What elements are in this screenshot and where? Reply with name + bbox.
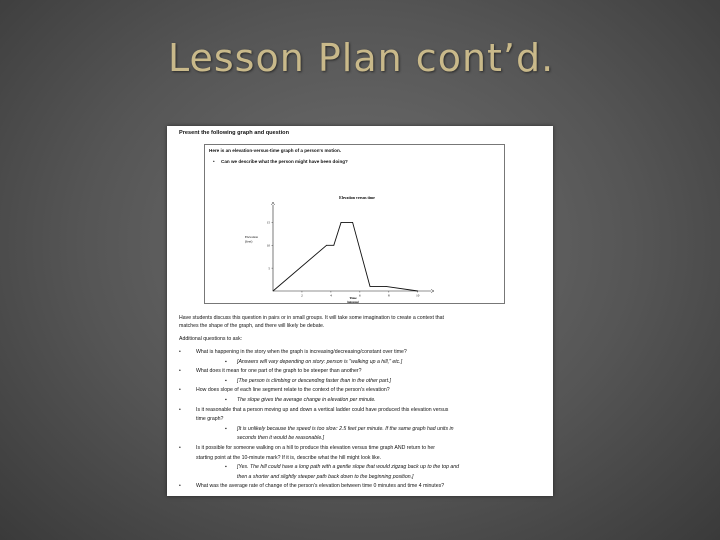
sub-bullet-icon: ▪ bbox=[225, 397, 227, 403]
line-text: What is happening in the story when the graph is increasing/decreasing/constant over time? bbox=[196, 349, 407, 355]
question-line bbox=[179, 444, 436, 452]
bullet-icon: • bbox=[179, 349, 181, 355]
sub-bullet-icon: ▪ bbox=[225, 464, 227, 471]
y-axis-label: (feet) bbox=[245, 239, 253, 244]
sub-bullet-icon: ▪ bbox=[225, 425, 227, 432]
discussion-line: matches the shape of the graph, and there will likely be debate. bbox=[179, 323, 325, 330]
document-heading: Present the following graph and question bbox=[179, 130, 290, 136]
x-tick-label: 4 bbox=[330, 293, 332, 298]
line-text: What does it mean for one part of the graph to be steeper than another? bbox=[196, 368, 362, 375]
x-axis-label: (minutes) bbox=[346, 300, 360, 303]
data-point bbox=[386, 286, 387, 287]
document-page bbox=[167, 126, 553, 496]
bullet-icon: • bbox=[179, 483, 181, 490]
line-text: What was the average rate of change of the person's elevation between time 0 minutes and time 4 minutes? bbox=[196, 483, 445, 490]
answer-line bbox=[225, 463, 460, 471]
question-line bbox=[179, 406, 449, 414]
question-line bbox=[196, 454, 381, 462]
data-point bbox=[370, 286, 371, 287]
line-text: [The person is climbing or descending faster than in the other part.] bbox=[237, 377, 391, 384]
sub-bullet-icon: ▪ bbox=[225, 377, 227, 384]
y-tick-label: 15 bbox=[266, 220, 270, 225]
bullet-icon: • bbox=[179, 387, 181, 394]
bullet-icon: • bbox=[179, 445, 181, 451]
graph-question-text: Can we describe what the person might have been doing? bbox=[221, 159, 348, 164]
line-text: The slope gives the average change in elevation per minute. bbox=[237, 397, 376, 403]
line-text: Is it reasonable that a person moving up and down a vertical ladder could have produced this elevation versus bbox=[196, 406, 449, 413]
chart-title: Elevation versus time bbox=[339, 196, 375, 200]
x-axis-label: Time bbox=[349, 296, 357, 300]
data-point bbox=[326, 245, 327, 246]
question-line bbox=[179, 386, 390, 394]
x-tick-label: 10 bbox=[416, 293, 420, 298]
y-axis-arrow-icon bbox=[272, 202, 275, 205]
question-line bbox=[179, 348, 407, 356]
series-line bbox=[273, 222, 418, 291]
answer-line bbox=[237, 434, 324, 442]
data-point bbox=[341, 222, 342, 223]
sub-bullet-icon: ▪ bbox=[225, 358, 227, 365]
slide-title: Lesson Plan cont’d. bbox=[168, 36, 555, 80]
question-line bbox=[196, 415, 223, 423]
discussion-line: Have students discuss this question in pairs or in small groups. It will take some imagination to create a context that bbox=[179, 315, 444, 321]
graph-box bbox=[204, 144, 505, 304]
y-tick-label: 10 bbox=[266, 243, 270, 248]
x-axis-arrow-icon bbox=[431, 290, 434, 293]
question-line bbox=[179, 482, 445, 490]
data-point bbox=[352, 222, 353, 223]
answer-line bbox=[237, 473, 414, 481]
bullet-icon: • bbox=[179, 406, 181, 413]
line-text: seconds then it would be reasonable.] bbox=[237, 435, 325, 442]
y-tick-label: 5 bbox=[268, 266, 270, 271]
answer-line bbox=[225, 425, 454, 433]
question-line bbox=[179, 367, 362, 375]
data-point bbox=[333, 245, 334, 246]
x-tick-label: 6 bbox=[359, 293, 361, 298]
line-text: Is it possible for someone walking on a hill to produce this elevation versus time graph AND return to her bbox=[196, 445, 436, 451]
line-text: [Answers will vary depending on story: person is "walking up a hill," etc.] bbox=[237, 358, 403, 365]
line-text: [It is unlikely because the speed is too slow: 2.5 feet per minute. If the same graph had units in bbox=[237, 425, 454, 432]
x-tick-label: 2 bbox=[301, 293, 303, 298]
graph-question bbox=[213, 159, 348, 164]
additional-questions-heading: Additional questions to ask: bbox=[179, 336, 243, 342]
line-text: time graph? bbox=[196, 416, 224, 423]
line-text: starting point at the 10-minute mark? If it is, describe what the hill might look like. bbox=[196, 454, 382, 461]
data-point bbox=[417, 291, 418, 292]
line-text: How does slope of each line segment relate to the context of the person's elevation? bbox=[196, 387, 390, 394]
elevation-chart bbox=[235, 175, 435, 303]
line-text: [Yes. The hill could have a long path with a gentle slope that would zigzag back up to the top and bbox=[237, 464, 460, 471]
line-text: then a shorter and slightly steeper path back down to the beginning position.] bbox=[237, 473, 414, 480]
answer-line bbox=[225, 377, 391, 385]
bullet-icon: • bbox=[179, 368, 181, 375]
data-point bbox=[273, 291, 274, 292]
answer-line bbox=[225, 396, 376, 404]
graph-intro: Here is an elevation-versus-time graph of a person's motion. bbox=[209, 148, 342, 153]
discussion-paragraph bbox=[179, 314, 541, 330]
y-axis-label: Elevation bbox=[245, 235, 258, 239]
answer-line bbox=[225, 358, 403, 366]
bullet-icon: • bbox=[213, 159, 215, 164]
x-tick-label: 8 bbox=[388, 293, 390, 298]
